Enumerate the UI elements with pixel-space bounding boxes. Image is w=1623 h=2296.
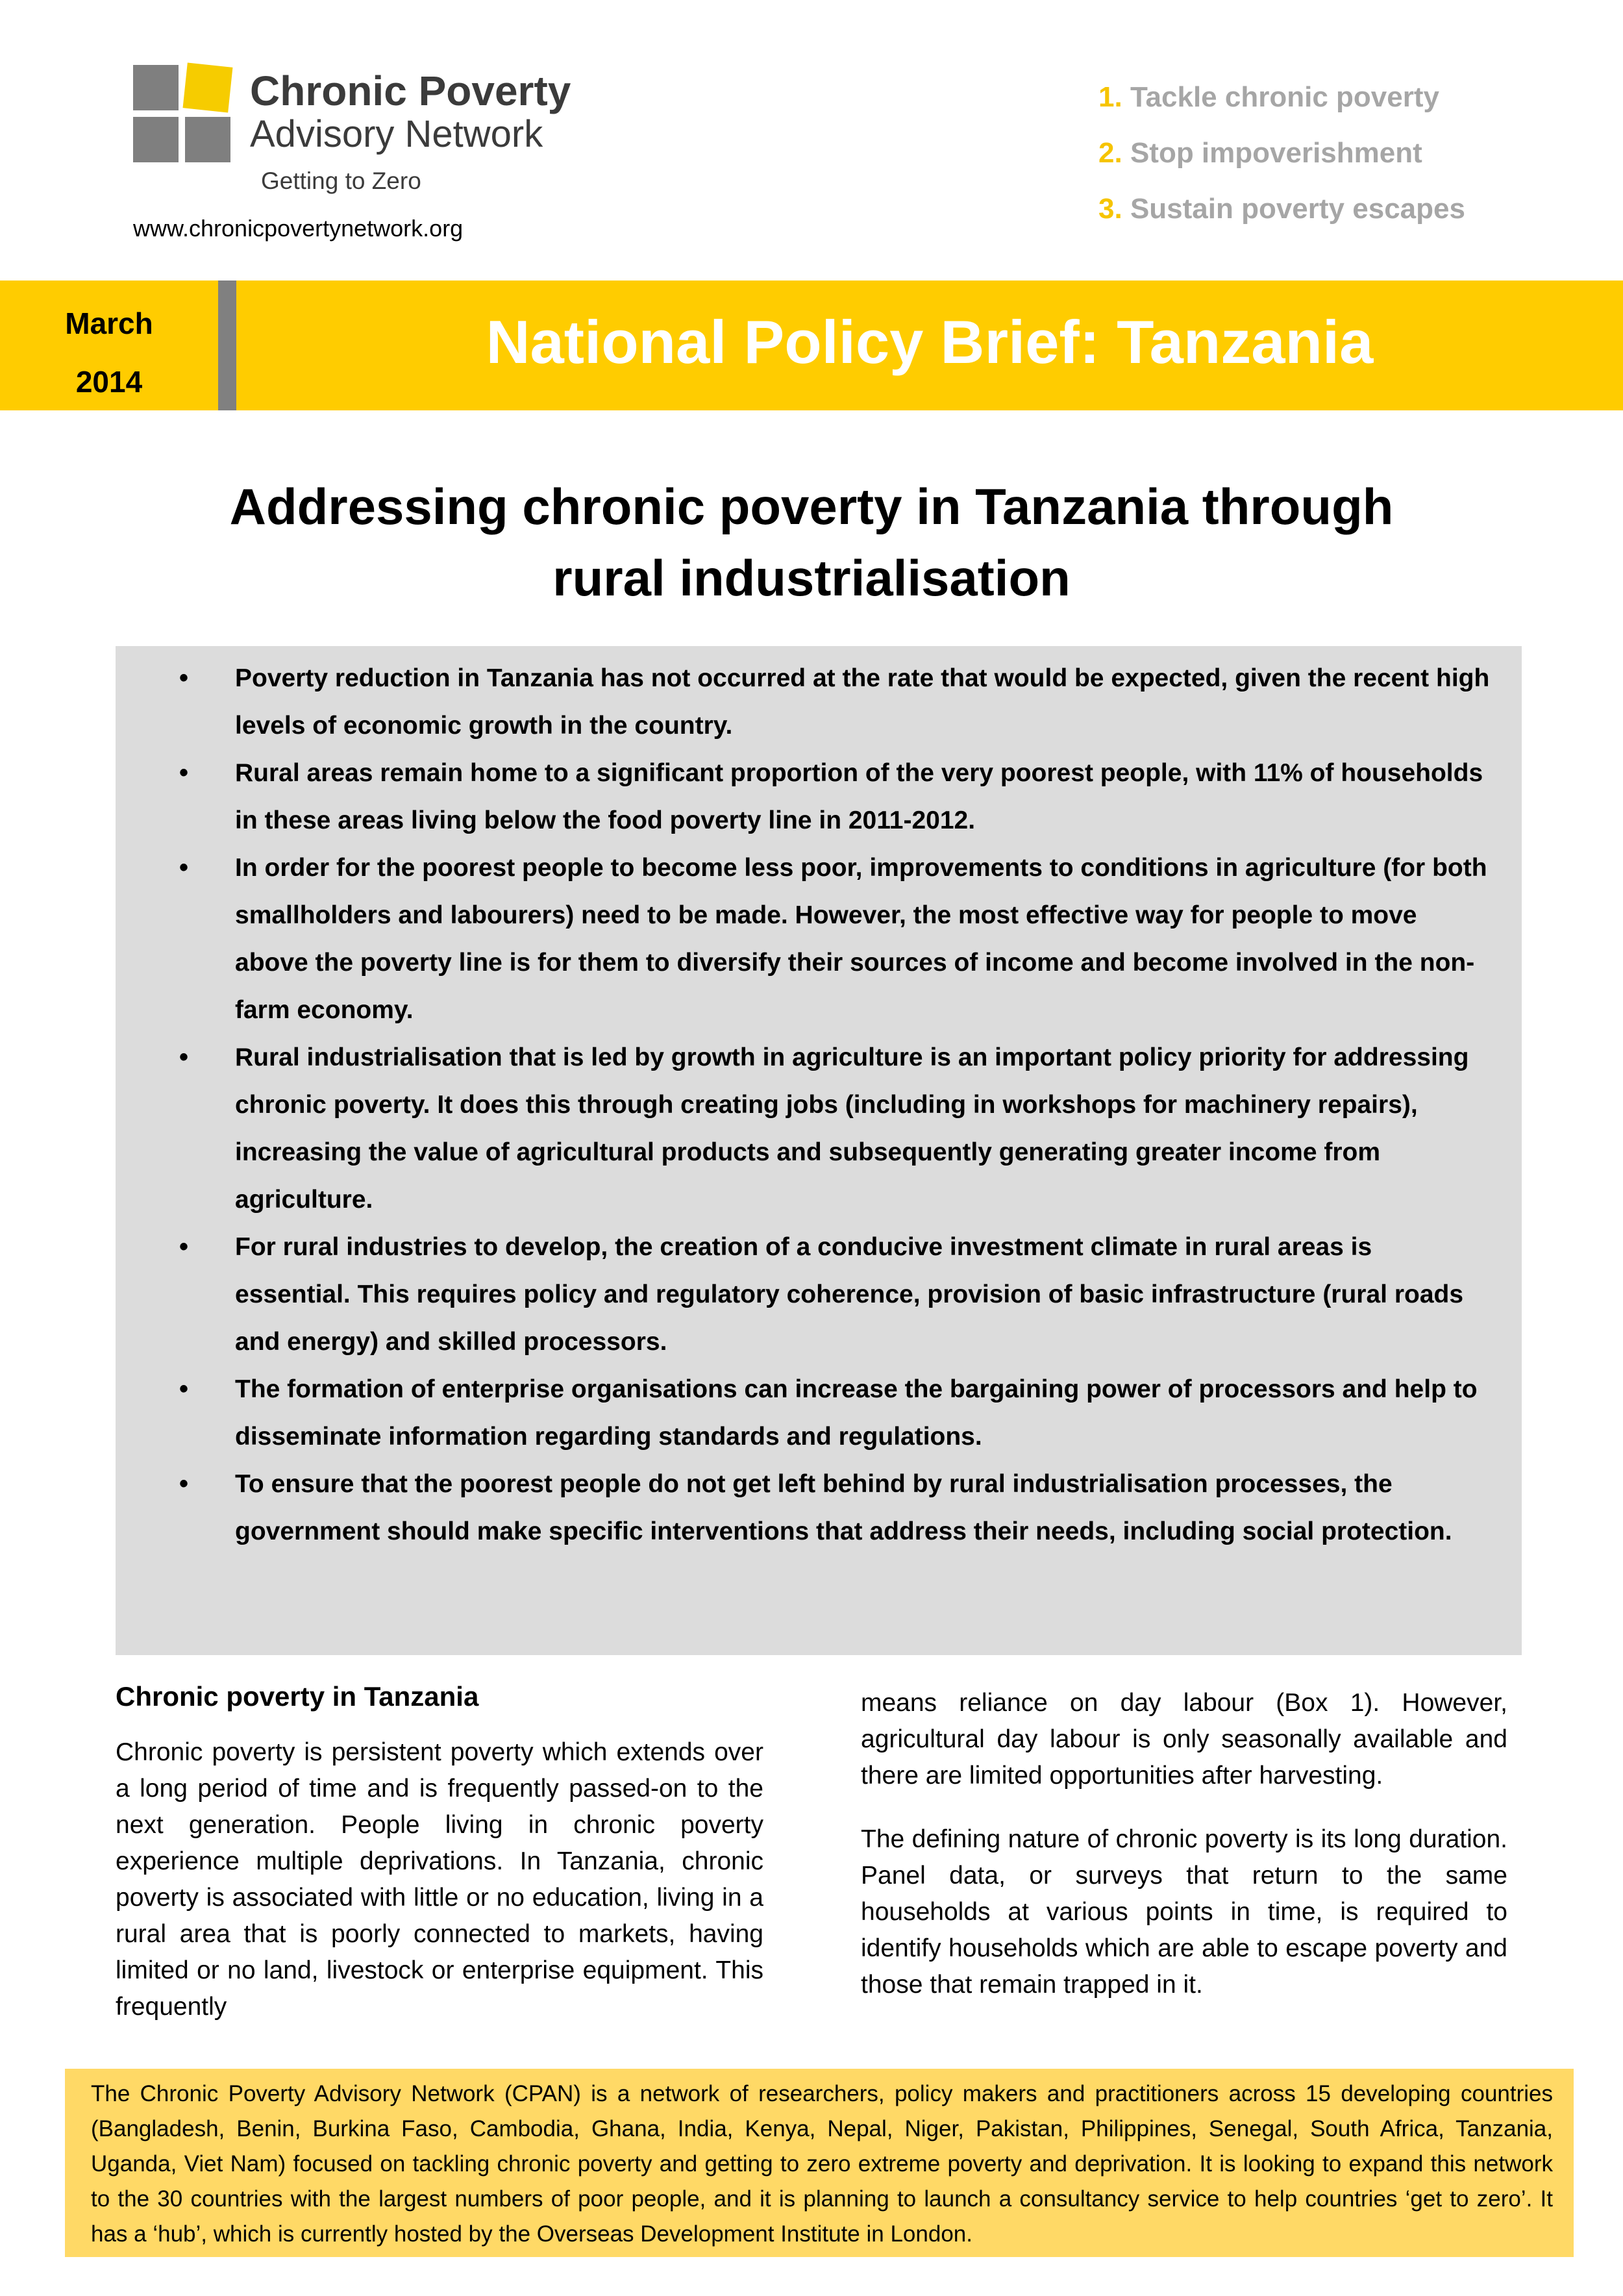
goals-list [1098,78,1465,245]
banner-divider [218,281,236,410]
website-link[interactable]: www.chronicpovertynetwork.org [133,215,464,242]
key-point: • Rural industrialisation that is led by growth in agriculture is an important policy priority for addressing chronic poverty. It does this through creating jobs (including in workshops for machinery repairs), increasing the value of agricultural products and subsequently generating greater income from agriculture. [175,1034,1493,1223]
body-paragraph: means reliance on day labour (Box 1). However, agricultural day labour is only seasonally available and there are limited opportunities after harvesting. [861,1689,1507,1790]
logo-name-line1: Chronic Poverty [250,68,571,114]
key-point: • For rural industries to develop, the creation of a conducive investment climate in rural areas is essential. This requires policy and regulatory coherence, provision of basic infrastructure (rural roads and energy) and skilled processors. [175,1223,1493,1366]
page-title [97,471,1526,614]
section-heading: Chronic poverty in Tanzania [116,1681,479,1712]
logo-tagline: Getting to Zero [261,168,421,194]
goal-text: Stop impoverishment [1130,137,1422,169]
body-column-right [861,1685,1507,2003]
goal-number: 2. [1098,137,1122,169]
goal-item [1098,134,1465,190]
body-paragraph: Chronic poverty is persistent poverty which extends over a long period of time and is frequently passed-on to the next generation. People living in chronic poverty experience multiple deprivations. In Tanzania, chronic poverty is associated with little or no education, living in a rural area that is poorly connected to markets, having limited or no land, livestock or enterprise equipment. This frequently [116,1738,763,2021]
body-column-left [116,1678,763,2025]
banner-title: National Policy Brief: Tanzania [486,308,1374,376]
key-point: • The formation of enterprise organisations can increase the bargaining power of processors and help to disseminate information regarding standards and regulations. [175,1366,1493,1460]
goal-item [1098,78,1465,134]
issue-month: March [65,306,153,340]
logo-mark [133,65,237,169]
logo-square-accent [183,63,233,113]
logo-name-line2: Advisory Network [250,113,543,155]
key-point: • Poverty reduction in Tanzania has not occurred at the rate that would be expected, given the recent high levels of economic growth in the country. [175,655,1493,749]
logo-square [133,117,179,162]
body-paragraph: The defining nature of chronic poverty is its long duration. Panel data, or surveys that return to the same households at various points in time, is required to identify households which are able to escape poverty and those that remain trapped in it. [861,1825,1507,1999]
logo-square [185,117,230,162]
logo-square [133,65,179,110]
about-cpan-text: The Chronic Poverty Advisory Network (CPAN) is a network of researchers, policy makers and practitioners across 15 developing countries (Bangladesh, Benin, Burkina Faso, Cambodia, Ghana, India, Kenya, Nepal, Niger, Pakistan, Philippines, Senegal, South Africa, Tanzania, Uganda, Viet Nam) focused on tackling chronic poverty and getting to zero extreme poverty and deprivation. It is looking to expand this network to the 30 countries with the largest numbers of poor people, and it is planning to launch a consultancy service to help countries ‘get to zero’. It has a ‘hub’, which is currently hosted by the Overseas Development Institute in London. [91,2081,1553,2247]
issue-year: 2014 [75,365,143,399]
key-point: • Rural areas remain home to a significant proportion of the very poorest people, with 11% of households in these areas living below the food poverty line in 2011-2012. [175,749,1493,844]
page-title-line1: Addressing chronic poverty in Tanzania through [229,478,1394,535]
goal-text: Sustain poverty escapes [1130,193,1465,225]
goal-number: 1. [1098,81,1122,113]
page-title-line2: rural industrialisation [552,549,1071,606]
key-point: • In order for the poorest people to become less poor, improvements to conditions in agriculture (for both smallholders and labourers) need to be made. However, the most effective way for people to move above the poverty line is for them to diversify their sources of income and become involved in the non-farm economy. [175,844,1493,1034]
goal-item [1098,190,1465,245]
goal-text: Tackle chronic poverty [1130,81,1439,113]
key-points-list [175,655,1493,1555]
goal-number: 3. [1098,193,1122,225]
key-point: • To ensure that the poorest people do not get left behind by rural industrialisation processes, the government should make specific interventions that address their needs, including social protection. [175,1460,1493,1555]
